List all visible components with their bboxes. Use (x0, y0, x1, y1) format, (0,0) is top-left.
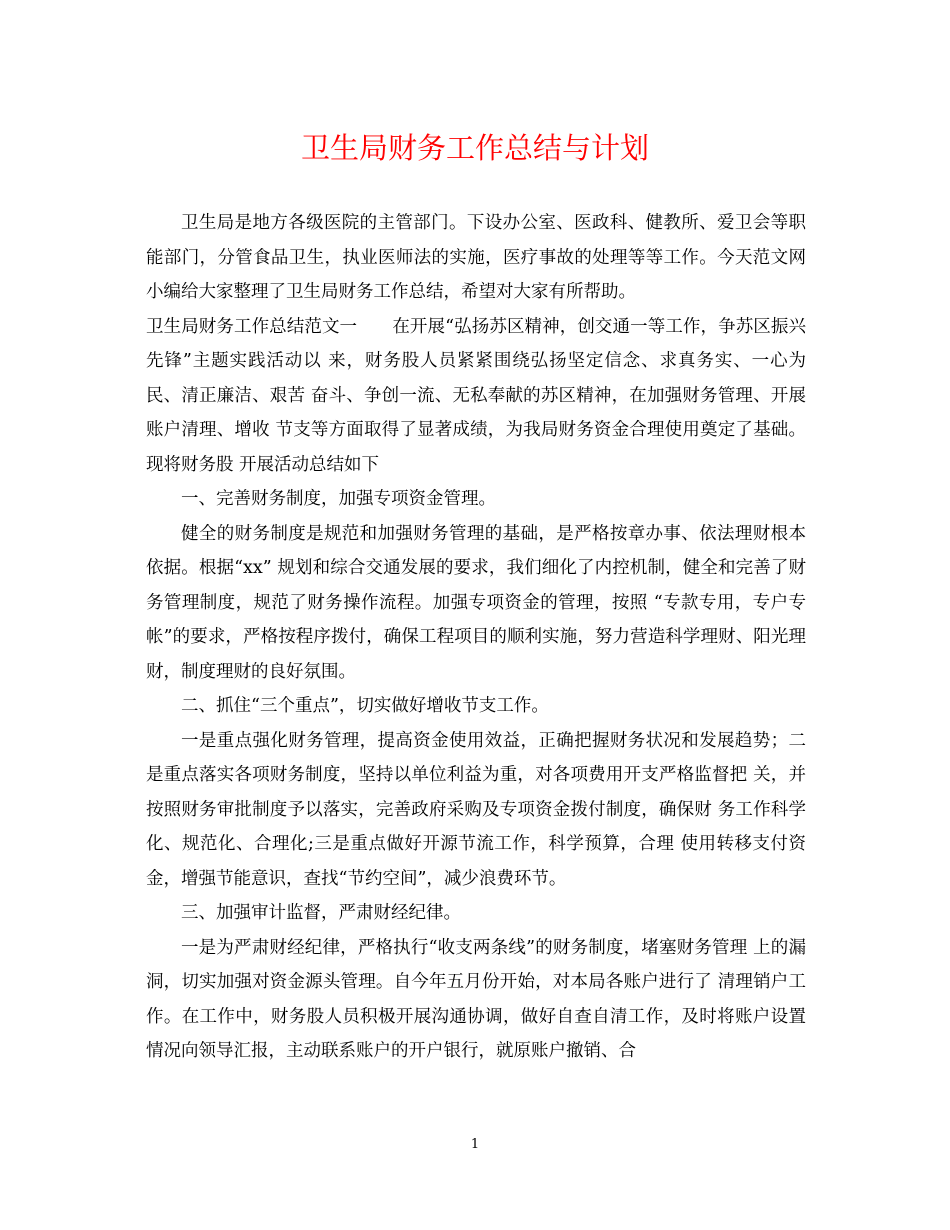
paragraph-example-one: 卫生局财务工作总结范文一 在开展“弘扬苏区精神，创交通一等工作，争苏区振兴先锋”主题实践活动以 来，财务股人员紧紧围绕弘扬坚定信念、求真务实、一心为民、清正廉洁、艰苦 奋斗、争创一流、无私奉献的苏区精神，在加强财务管理、开展账户清理、增收 节支等方面取得了显著成绩，为我局财务资金合理使用奠定了基础。现将财务股 开展活动总结如下 (146, 316, 806, 475)
paragraph-section-3: 一是为严肃财经纪律，严格执行“收支两条线”的财务制度，堵塞财务管理 上的漏洞，切实加强对资金源头管理。自今年五月份开始，对本局各账户进行了 清理销户工作。在工作中，财务股人员积极开展沟通协调，做好自查自清工作，及时将账户设置情况向领导汇报，主动联系账户的开户银行，就原账户撤销、合 (146, 937, 806, 1061)
section-heading-3: 三、加强审计监督，严肃财经纪律。 (181, 903, 461, 923)
paragraph-section-2: 一是重点强化财务管理，提高资金使用效益，正确把握财务状况和发展趋势；二是重点落实各项财务制度，坚持以单位利益为重，对各项费用开支严格监督把 关，并按照财务审批制度予以落实，完善政府采购及专项资金拨付制度，确保财 务工作科学化、规范化、合理化;三是重点做好开源节流工作，科学预算，合理 使用转移支付资金，增强节能意识，查找“节约空间”，减少浪费环节。 (146, 730, 806, 889)
paragraph-section-1: 健全的财务制度是规范和加强财务管理的基础，是严格按章办事、依法理财根本依据。根据“xx” 规划和综合交通发展的要求，我们细化了内控机制，健全和完善了财务管理制度，规范了财务操作流程。加强专项资金的管理，按照 “专款专用，专户专帐”的要求，严格按程序拨付，确保工程项目的顺利实施，努力营造科学理财、阳光理财，制度理财的良好氛围。 (146, 523, 806, 682)
paragraph-intro: 卫生局是地方各级医院的主管部门。下设办公室、医政科、健教所、爱卫会等职能部门，分管食品卫生，执业医师法的实施，医疗事故的处理等等工作。今天范文网小编给大家整理了卫生局财务工作总结，希望对大家有所帮助。 (146, 213, 806, 302)
section-heading-2: 二、抓住“三个重点”，切实做好增收节支工作。 (181, 696, 549, 716)
section-heading-1: 一、完善财务制度，加强专项资金管理。 (181, 489, 496, 509)
page-number: 1 (470, 1137, 480, 1152)
document-title: 卫生局财务工作总结与计划 (300, 131, 649, 165)
document-body (146, 206, 806, 1069)
